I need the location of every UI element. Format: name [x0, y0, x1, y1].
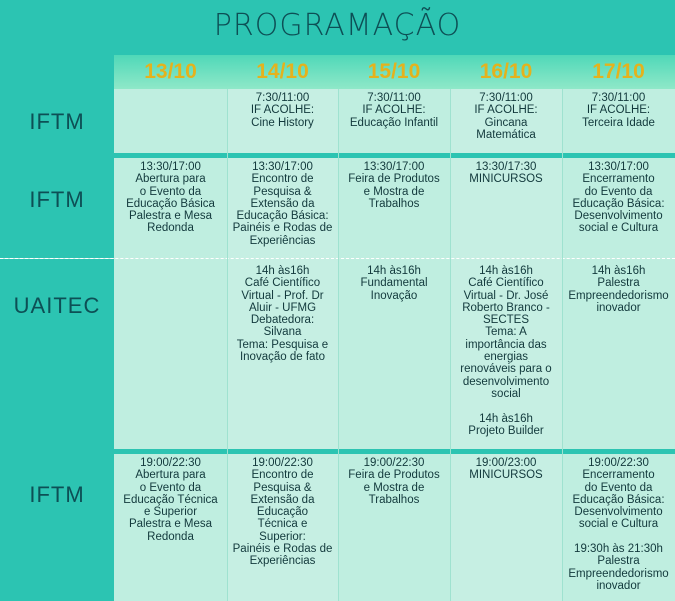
schedule-cell: 13:30/17:00 Abertura para o Evento da Educação Básica Palestra e Mesa Redonda	[114, 158, 227, 258]
schedule-cell: 14h às16h Fundamental Inovação	[338, 259, 450, 449]
schedule-cell: 14h às16h Café Científico Virtual - Dr. José Roberto Branco - SECTES Tema: A importância das energias renováveis para o desenvolvimento social 14h às16h Projeto Builder	[450, 259, 562, 449]
date-label: 17/10	[592, 60, 645, 83]
schedule-cell: 19:00/22:30 Encerramento do Evento da Educação Básica: Desenvolvimento social e Cultura 19:30h às 21:30h Palestra Empreendedorismo inovador	[562, 454, 675, 601]
schedule-cell: 7:30/11:00 IF ACOLHE: Gincana Matemática	[450, 89, 562, 153]
schedule-cell: 19:00/22:30 Abertura para o Evento da Educação Técnica e Superior Palestra e Mesa Redonda	[114, 454, 227, 601]
schedule-cell: 13:30/17:00 Encontro de Pesquisa & Extensão da Educação Básica: Painéis e Rodas de Experiências	[227, 158, 338, 258]
row-label-text: UAITEC	[13, 293, 101, 318]
row-label-1	[0, 89, 114, 153]
date-label: 14/10	[256, 60, 309, 83]
schedule-cell	[114, 89, 227, 153]
schedule-cell: 14h às16h Café Científico Virtual - Prof. Dr Aluir - UFMG Debatedora: Silvana Tema: Pesquisa e Inovação de fato	[227, 259, 338, 449]
header-corner	[0, 55, 114, 89]
schedule-cell: 19:00/22:30 Encontro de Pesquisa & Extensão da Educação Técnica e Superior: Painéis e Rodas de Experiências	[227, 454, 338, 601]
date-header-5	[562, 55, 675, 89]
schedule-cell: 14h às16h Palestra Empreendedorismo inovador	[562, 259, 675, 449]
schedule-cell	[114, 259, 227, 449]
date-label: 15/10	[367, 60, 421, 83]
date-header-1	[114, 55, 227, 89]
title-bar	[0, 0, 675, 55]
row-label-text: IFTM	[29, 187, 85, 212]
date-label: 16/10	[479, 60, 533, 83]
date-header-3	[338, 55, 450, 89]
schedule-cell: 7:30/11:00 IF ACOLHE: Cine History	[227, 89, 338, 153]
schedule-cell: 19:00/22:30 Feira de Produtos e Mostra de Trabalhos	[338, 454, 450, 601]
schedule-cell: 7:30/11:00 IF ACOLHE: Educação Infantil	[338, 89, 450, 153]
schedule-cell: 13:30/17:00 Encerramento do Evento da Educação Básica: Desenvolvimento social e Cultura	[562, 158, 675, 258]
date-header-2	[227, 55, 338, 89]
schedule-cell: 7:30/11:00 IF ACOLHE: Terceira Idade	[562, 89, 675, 153]
schedule-cell: 19:00/23:00 MINICURSOS	[450, 454, 562, 601]
row-label-text: IFTM	[29, 482, 85, 507]
schedule-cell: 13:30/17:00 Feira de Produtos e Mostra de Trabalhos	[338, 158, 450, 258]
date-label: 13/10	[144, 60, 197, 83]
row-label-4	[0, 454, 114, 601]
column-divider	[338, 89, 339, 601]
row-label-3	[0, 259, 114, 449]
row-label-2	[0, 158, 114, 258]
column-divider	[562, 89, 563, 601]
row-label-text: IFTM	[29, 109, 85, 134]
page-title: PROGRAMAÇÃO	[213, 8, 462, 43]
column-divider	[450, 89, 451, 601]
column-divider	[227, 89, 228, 601]
schedule-cell: 13:30/17:30 MINICURSOS	[450, 158, 562, 258]
date-header-4	[450, 55, 562, 89]
